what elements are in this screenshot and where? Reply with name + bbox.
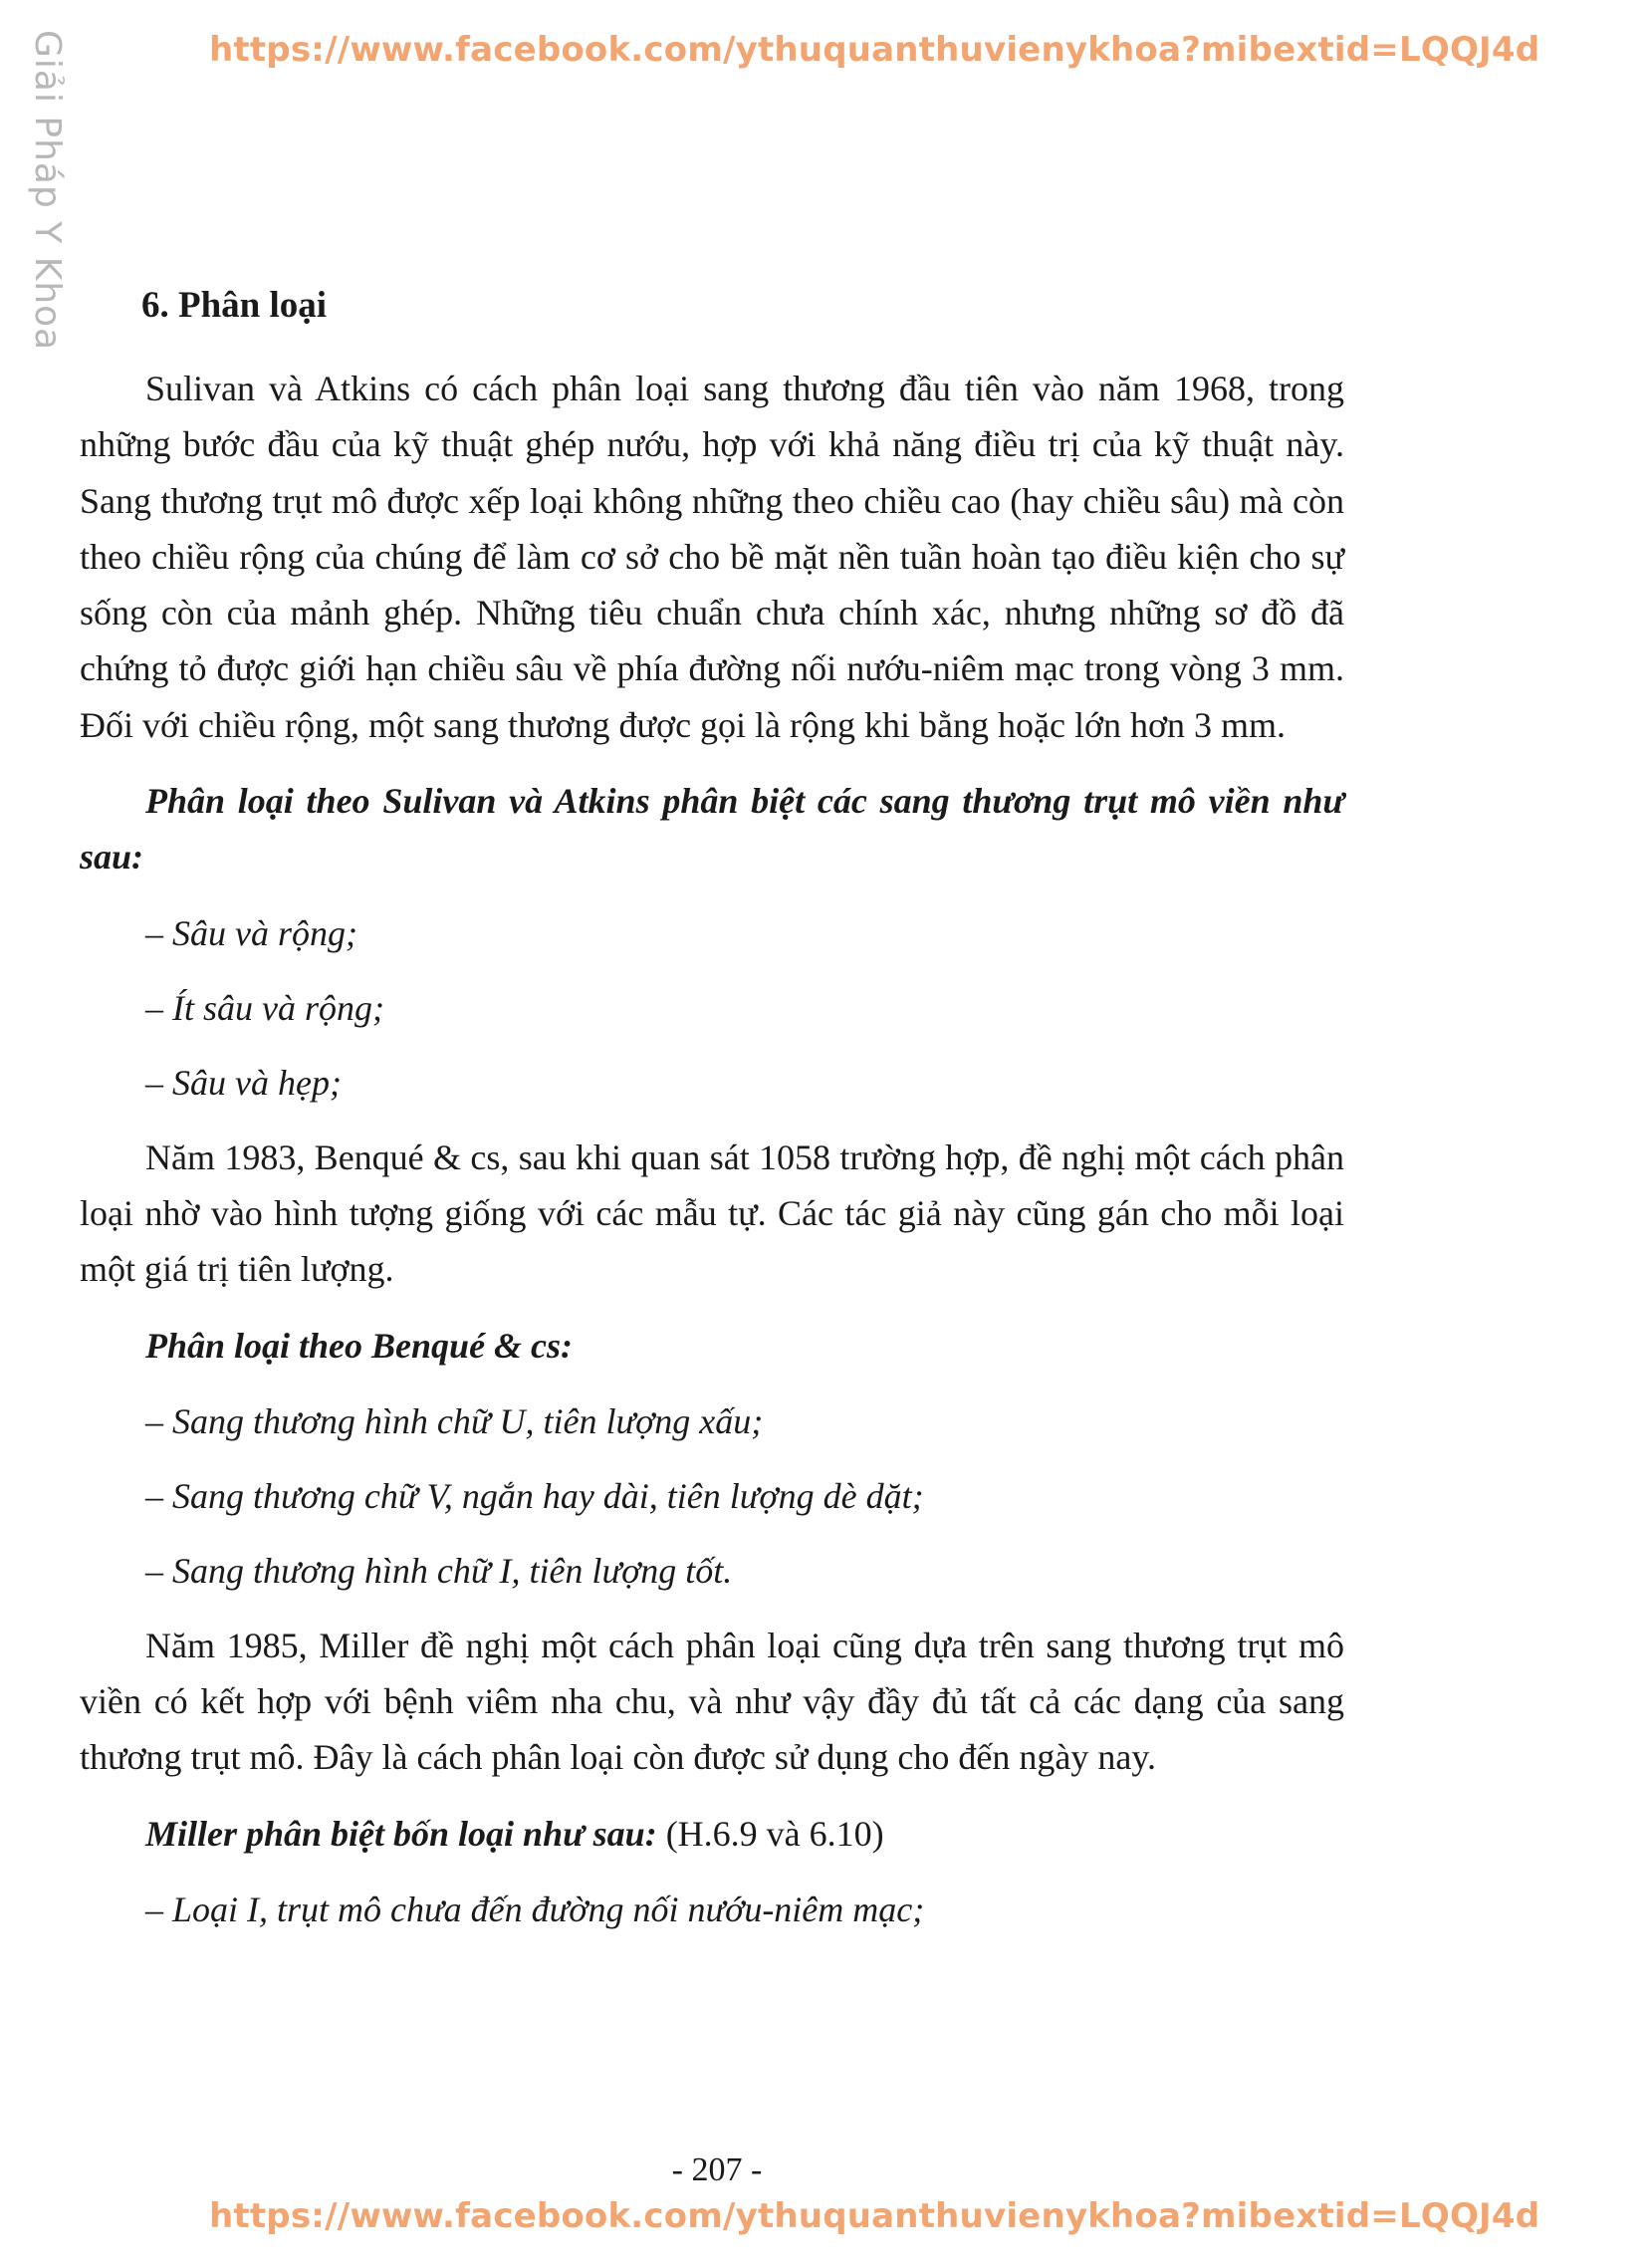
watermark-url-top[interactable]: https://www.facebook.com/ythuquanthuvienykhoa?mibextid=LQQJ4d bbox=[209, 30, 1540, 70]
sulivan-list-item: – Ít sâu và rộng; bbox=[145, 987, 384, 1028]
miller-figure-ref: (H.6.9 và 6.10) bbox=[656, 1813, 884, 1854]
benque-list-item: – Sang thương hình chữ I, tiên lượng tốt. bbox=[145, 1550, 733, 1591]
watermark-url-bottom[interactable]: https://www.facebook.com/ythuquanthuvienykhoa?mibextid=LQQJ4d bbox=[209, 2196, 1540, 2236]
miller-title-text: Miller phân biệt bốn loại như sau: bbox=[145, 1813, 657, 1854]
sulivan-list-item: – Sâu và hẹp; bbox=[145, 1062, 342, 1103]
benque-paragraph: Năm 1983, Benqué & cs, sau khi quan sát 1058 trường hợp, đề nghị một cách phân loại nhờ vào hình tượng giống với các mẫu tự. Các tác giả này cũng gán cho mỗi loại một giá trị tiên lượng. bbox=[80, 1136, 1344, 1290]
intro-paragraph: Sulivan và Atkins có cách phân loại sang thương đầu tiên vào năm 1968, trong những bước đầu của kỹ thuật ghép nướu, hợp với khả năng điều trị của kỹ thuật này. Sang thương trụt mô được xếp loại không những theo chiều cao (hay chiều sâu) mà còn theo chiều rộng của chúng để làm cơ sở cho bề mặt nền tuần hoàn tạo điều kiện cho sự sống còn của mảnh ghép. Những tiêu chuẩn chưa chính xác, nhưng những sơ đồ đã chứng tỏ được giới hạn chiều sâu về phía đường nối nướu-niêm mạc trong vòng 3 mm. Đối với chiều rộng, một sang thương được gọi là rộng khi bằng hoặc lớn hơn 3 mm. bbox=[80, 369, 1344, 745]
sulivan-list-item: – Sâu và rộng; bbox=[145, 912, 357, 953]
page-content bbox=[80, 281, 1344, 1956]
miller-classification-title bbox=[80, 1806, 1344, 1862]
miller-list-item: – Loại I, trụt mô chưa đến đường nối nướu-niêm mạc; bbox=[145, 1890, 925, 1930]
section-heading: 6. Phân loại bbox=[141, 285, 328, 326]
benque-list-item: – Sang thương hình chữ U, tiên lượng xấu; bbox=[145, 1400, 764, 1441]
page-number: - 207 - bbox=[671, 2151, 763, 2188]
miller-paragraph: Năm 1985, Miller đề nghị một cách phân loại cũng dựa trên sang thương trụt mô viền có kết hợp với bệnh viêm nha chu, và như vậy đầy đủ tất cả các dạng của sang thương trụt mô. Đây là cách phân loại còn được sử dụng cho đến ngày nay. bbox=[80, 1625, 1344, 1778]
sulivan-classification-title: Phân loại theo Sulivan và Atkins phân biệt các sang thương trụt mô viền như sau: bbox=[80, 781, 1344, 878]
benque-classification-title: Phân loại theo Benqué & cs: bbox=[145, 1325, 574, 1366]
side-watermark: Giải Pháp Y Khoa bbox=[27, 30, 68, 352]
benque-list-item: – Sang thương chữ V, ngắn hay dài, tiên lượng dè dặt; bbox=[145, 1475, 924, 1516]
